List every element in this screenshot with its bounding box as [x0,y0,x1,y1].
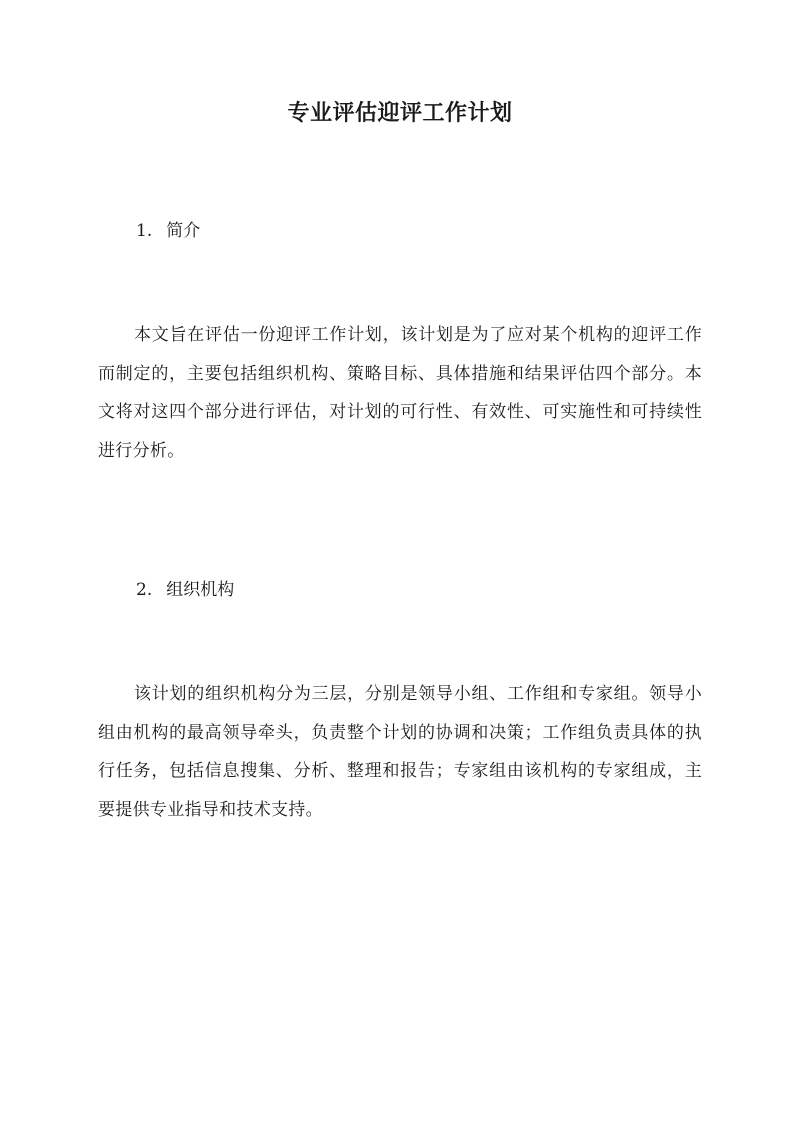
section-heading-introduction [136,218,200,244]
section-heading-text: 简介 [166,221,201,241]
document-title: 专业评估迎评工作计划 [287,100,513,126]
section-number: 1. [136,221,153,241]
section-paragraph-organization: 该计划的组织机构分为三层，分别是领导小组、工作组和专家组。领导小组由机构的最高领导牵头，负责整个计划的协调和决策；工作组负责具体的执行任务，包括信息搜集、分析、整理和报告；专家组由该机构的专家组成，主要提供专业指导和技术支持。 [98,684,702,820]
section-number: 2. [136,580,153,600]
section-heading-organization [136,577,234,603]
section-heading-text: 组织机构 [166,580,235,600]
section-paragraph-introduction: 本文旨在评估一份迎评工作计划，该计划是为了应对某个机构的迎评工作而制定的，主要包括组织机构、策略目标、具体措施和结果评估四个部分。本文将对这四个部分进行评估，对计划的可行性、有效性、可实施性和可持续性进行分析。 [98,325,702,461]
